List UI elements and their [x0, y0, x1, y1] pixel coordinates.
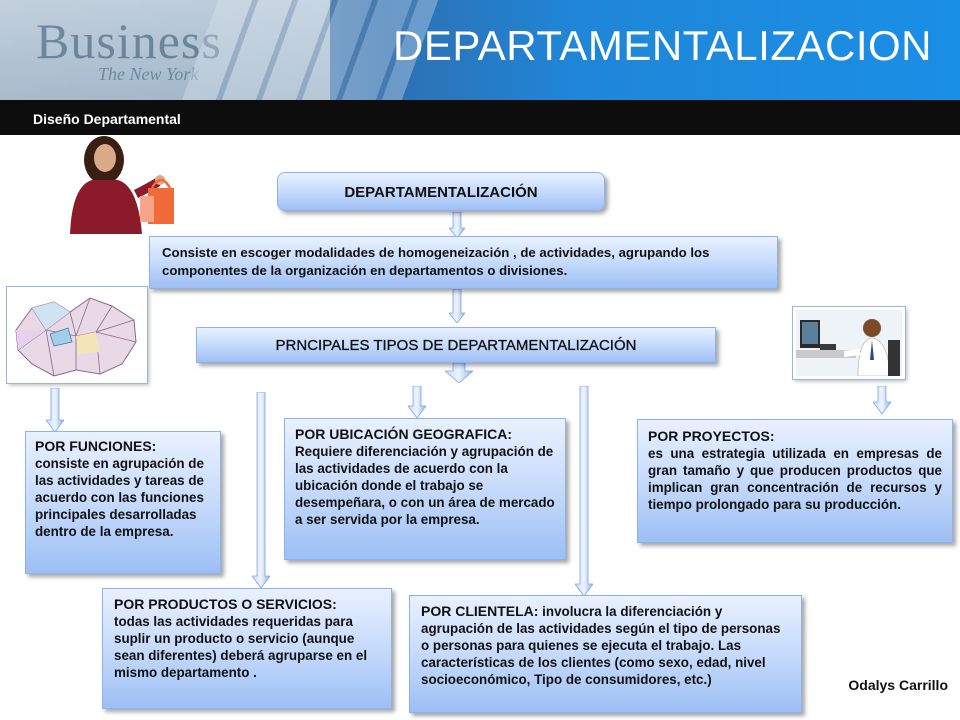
- funciones-box: [25, 431, 221, 574]
- proyectos-box: [637, 419, 953, 543]
- productos-heading: POR PRODUCTOS O SERVICIOS:: [114, 596, 337, 612]
- productos-box: [102, 588, 392, 709]
- funciones-heading: POR FUNCIONES:: [35, 438, 157, 454]
- productos-text: todas las actividades requeridas para suplir un producto o servicio (aunque sean diferentes) deberá agruparse en el mismo departamento .: [114, 614, 368, 680]
- down-arrow-icon: [575, 386, 593, 596]
- shopping-woman-image: [52, 134, 184, 234]
- down-arrow-icon: [449, 212, 465, 238]
- header-banner: [0, 0, 960, 100]
- map-image: [7, 287, 147, 383]
- main-title-box: [277, 172, 605, 211]
- ubicacion-box: [284, 418, 566, 560]
- clientela-heading: POR CLIENTELA:: [421, 603, 539, 619]
- section-subtitle: Diseño Departamental: [33, 111, 181, 127]
- down-arrow-icon: [873, 386, 891, 414]
- newspaper-headline: Business: [36, 13, 222, 69]
- definition-text: Consiste en escoger modalidades de homogeneización , de actividades, agrupando los componentes de la organización en departamentos o divisiones.: [162, 245, 710, 278]
- ubicacion-text: Requiere diferenciación y agrupación de las actividades de acuerdo con la ubicación donde el trabajo se desempeñara, o con un área de mercado a ser servida por la empresa.: [295, 444, 555, 527]
- types-title-text: PRNCIPALES TIPOS DE DEPARTAMENTALIZACIÓN: [275, 337, 637, 354]
- proyectos-text: es una estrategia utilizada en empresas de gran tamaño y que producen productos que implican gran concentración de recursos y tiempo prolongado para su producción.: [648, 446, 942, 512]
- clientela-box: [409, 595, 802, 713]
- office-worker-image: [793, 307, 905, 379]
- newspaper-subhead: The New York: [98, 64, 199, 84]
- ubicacion-heading: POR UBICACIÓN GEOGRAFICA:: [295, 426, 512, 442]
- page-title: DEPARTAMENTALIZACION: [393, 22, 932, 69]
- main-title-text: DEPARTAMENTALIZACIÓN: [344, 184, 538, 201]
- down-arrow-icon: [445, 363, 473, 383]
- clientela-text: involucra la diferenciación y agrupación de las actividades según el tipo de personas o personas para quienes se ejecuta el trabajo. Las características de los clientes (como sexo, edad, nivel socioeconómico, Tipo de consumidores, etc.): [421, 604, 781, 687]
- definition-box: [149, 236, 778, 289]
- funciones-text: consiste en agrupación de las actividades y tareas de acuerdo con las funciones principales desarrolladas dentro de la empresa.: [35, 456, 204, 539]
- down-arrow-icon: [46, 388, 64, 432]
- down-arrow-icon: [408, 386, 426, 418]
- down-arrow-icon: [252, 392, 270, 588]
- down-arrow-icon: [449, 289, 465, 323]
- proyectos-heading: POR PROYECTOS:: [648, 428, 775, 444]
- types-title-box: [196, 327, 716, 363]
- author-name: Odalys Carrillo: [848, 677, 948, 693]
